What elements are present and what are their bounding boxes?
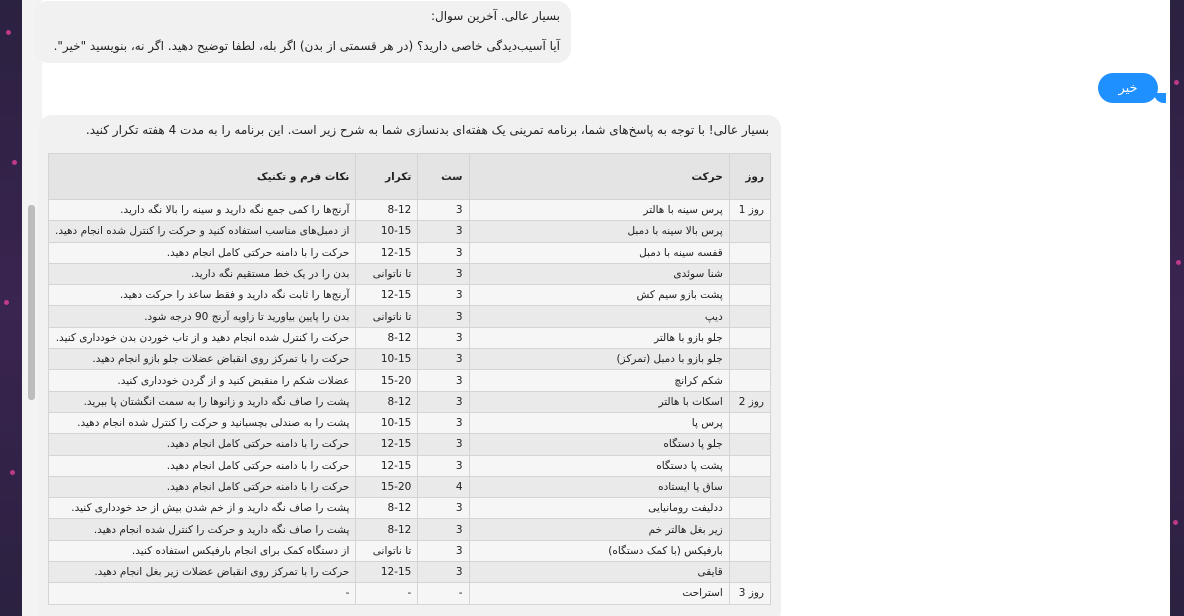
cell-tips: حرکت را با دامنه حرکتی کامل انجام دهید. <box>49 476 356 497</box>
cell-exercise: ددلیفت رومانیایی <box>469 498 729 519</box>
cell-day <box>729 327 770 348</box>
cell-sets: 3 <box>418 370 469 391</box>
cell-day <box>729 412 770 433</box>
table-row <box>49 242 771 263</box>
cell-tips: حرکت را با تمرکز روی انقباض عضلات جلو بازو انجام دهید. <box>49 349 356 370</box>
cell-day <box>729 455 770 476</box>
cell-reps: 15-20 <box>356 370 418 391</box>
cell-exercise: استراحت <box>469 583 729 604</box>
cell-exercise: ساق پا ایستاده <box>469 476 729 497</box>
table-row <box>49 349 771 370</box>
decor-dot <box>1173 520 1178 525</box>
cell-exercise: شکم کرانچ <box>469 370 729 391</box>
table-row <box>49 327 771 348</box>
cell-exercise: جلو پا دستگاه <box>469 434 729 455</box>
cell-sets: 3 <box>418 349 469 370</box>
cell-sets: 3 <box>418 540 469 561</box>
cell-sets: 3 <box>418 562 469 583</box>
cell-exercise: شنا سوئدی <box>469 263 729 284</box>
table-row <box>49 455 771 476</box>
table-row <box>49 221 771 242</box>
user-message: خیر <box>1098 73 1158 103</box>
table-row <box>49 285 771 306</box>
header-reps: تکرار <box>356 154 418 200</box>
cell-reps: - <box>356 583 418 604</box>
decor-dot <box>1174 80 1179 85</box>
cell-exercise: جلو بازو با دمبل (تمرکز) <box>469 349 729 370</box>
cell-sets: 3 <box>418 285 469 306</box>
cell-exercise: اسکات با هالتر <box>469 391 729 412</box>
cell-reps: 10-15 <box>356 221 418 242</box>
table-row <box>49 562 771 583</box>
cell-sets: 3 <box>418 455 469 476</box>
cell-reps: 15-20 <box>356 476 418 497</box>
cell-tips: پشت را صاف نگه دارید و از خم شدن بیش از حد خودداری کنید. <box>49 498 356 519</box>
decor-dot <box>4 300 9 305</box>
cell-day <box>729 263 770 284</box>
cell-exercise: زیر بغل هالتر خم <box>469 519 729 540</box>
table-row <box>49 412 771 433</box>
cell-day <box>729 221 770 242</box>
cell-sets: 3 <box>418 263 469 284</box>
cell-tips: پشت را صاف نگه دارید و حرکت را کنترل شده انجام دهید. <box>49 519 356 540</box>
cell-reps: 12-15 <box>356 285 418 306</box>
table-header-row <box>49 154 771 200</box>
cell-day <box>729 434 770 455</box>
assistant-message-question <box>34 1 571 63</box>
cell-day <box>729 540 770 561</box>
cell-sets: 3 <box>418 519 469 540</box>
cell-sets: 3 <box>418 242 469 263</box>
table-row <box>49 498 771 519</box>
table-row <box>49 583 771 604</box>
cell-tips: حرکت را کنترل شده انجام دهید و از تاب خوردن بدن خودداری کنید. <box>49 327 356 348</box>
cell-sets: 3 <box>418 327 469 348</box>
cell-sets: 3 <box>418 412 469 433</box>
cell-reps: 8-12 <box>356 327 418 348</box>
decor-dot <box>6 30 11 35</box>
table-row <box>49 391 771 412</box>
cell-sets: 3 <box>418 221 469 242</box>
cell-exercise: پرس بالا سینه با دمبل <box>469 221 729 242</box>
cell-exercise: بارفیکس (با کمک دستگاه) <box>469 540 729 561</box>
header-day: روز <box>729 154 770 200</box>
cell-exercise: پشت بازو سیم کش <box>469 285 729 306</box>
plan-intro: بسیار عالی! با توجه به پاسخ‌های شما، برنامه تمرینی یک هفته‌ای بدنسازی شما به شرح زیر است. این برنامه را به مدت 4 هفته تکرار کنید. <box>85 123 769 137</box>
assistant-message-plan <box>38 115 781 616</box>
table-row <box>49 306 771 327</box>
cell-exercise: پشت پا دستگاه <box>469 455 729 476</box>
cell-day <box>729 519 770 540</box>
table-row <box>49 540 771 561</box>
cell-day <box>729 370 770 391</box>
cell-reps: 12-15 <box>356 434 418 455</box>
table-row <box>49 370 771 391</box>
background-right <box>1170 0 1184 616</box>
cell-day <box>729 476 770 497</box>
question-line-2: آیا آسیب‌دیدگی خاصی دارید؟ (در هر قسمتی از بدن) اگر بله، لطفا توضیح دهید. اگر نه، بنویسید "خیر". <box>53 39 560 53</box>
cell-reps: 12-15 <box>356 455 418 476</box>
header-tips: نکات فرم و تکنیک <box>49 154 356 200</box>
decor-dot <box>1176 260 1181 265</box>
cell-sets: - <box>418 583 469 604</box>
cell-tips: از دستگاه کمک برای انجام بارفیکس استفاده کنید. <box>49 540 356 561</box>
table-row <box>49 519 771 540</box>
cell-reps: 10-15 <box>356 412 418 433</box>
cell-day <box>729 562 770 583</box>
cell-tips: حرکت را با دامنه حرکتی کامل انجام دهید. <box>49 434 356 455</box>
question-line-1: بسیار عالی. آخرین سوال: <box>430 9 560 23</box>
cell-day <box>729 242 770 263</box>
cell-reps: 8-12 <box>356 200 418 221</box>
cell-tips: پشت را به صندلی بچسبانید و حرکت را کنترل شده انجام دهید. <box>49 412 356 433</box>
cell-tips: حرکت را با دامنه حرکتی کامل انجام دهید. <box>49 455 356 476</box>
scrollbar-thumb[interactable] <box>28 205 35 400</box>
table-row <box>49 200 771 221</box>
table-row <box>49 476 771 497</box>
cell-sets: 3 <box>418 306 469 327</box>
cell-reps: تا ناتوانی <box>356 263 418 284</box>
cell-day: روز 2 <box>729 391 770 412</box>
cell-exercise: جلو بازو با هالتر <box>469 327 729 348</box>
cell-tips: بدن را در یک خط مستقیم نگه دارید. <box>49 263 356 284</box>
cell-exercise: دیپ <box>469 306 729 327</box>
header-sets: ست <box>418 154 469 200</box>
cell-tips: آرنج‌ها را ثابت نگه دارید و فقط ساعد را حرکت دهید. <box>49 285 356 306</box>
chat-window <box>22 0 1170 616</box>
cell-tips: آرنج‌ها را کمی جمع نگه دارید و سینه را بالا نگه دارید. <box>49 200 356 221</box>
cell-reps: 8-12 <box>356 391 418 412</box>
table-row <box>49 263 771 284</box>
cell-tips: عضلات شکم را منقبض کنید و از گردن خودداری کنید. <box>49 370 356 391</box>
cell-tips: بدن را پایین بیاورید تا زاویه آرنج 90 درجه شود. <box>49 306 356 327</box>
cell-tips: حرکت را با تمرکز روی انقباض عضلات زیر بغل انجام دهید. <box>49 562 356 583</box>
cell-sets: 3 <box>418 434 469 455</box>
cell-tips: حرکت را با دامنه حرکتی کامل انجام دهید. <box>49 242 356 263</box>
cell-exercise: پرس پا <box>469 412 729 433</box>
cell-reps: 12-15 <box>356 562 418 583</box>
cell-exercise: قفسه سینه با دمبل <box>469 242 729 263</box>
cell-reps: 8-12 <box>356 519 418 540</box>
table-row <box>49 434 771 455</box>
cell-reps: 10-15 <box>356 349 418 370</box>
workout-table <box>48 153 771 605</box>
cell-exercise: پرس سینه با هالتر <box>469 200 729 221</box>
cell-reps: 12-15 <box>356 242 418 263</box>
cell-day <box>729 498 770 519</box>
cell-reps: 8-12 <box>356 498 418 519</box>
cell-day: روز 1 <box>729 200 770 221</box>
cell-sets: 3 <box>418 498 469 519</box>
decor-dot <box>12 160 17 165</box>
cell-reps: تا ناتوانی <box>356 540 418 561</box>
background-left <box>0 0 22 616</box>
cell-day <box>729 285 770 306</box>
cell-sets: 4 <box>418 476 469 497</box>
cell-reps: تا ناتوانی <box>356 306 418 327</box>
cell-sets: 3 <box>418 391 469 412</box>
decor-dot <box>10 470 15 475</box>
header-exercise: حرکت <box>469 154 729 200</box>
cell-day <box>729 349 770 370</box>
cell-tips: - <box>49 583 356 604</box>
cell-tips: از دمبل‌های مناسب استفاده کنید و حرکت را کنترل شده انجام دهید. <box>49 221 356 242</box>
cell-exercise: قایقی <box>469 562 729 583</box>
cell-day: روز 3 <box>729 583 770 604</box>
cell-day <box>729 306 770 327</box>
cell-sets: 3 <box>418 200 469 221</box>
cell-tips: پشت را صاف نگه دارید و زانوها را به سمت انگشتان پا ببرید. <box>49 391 356 412</box>
